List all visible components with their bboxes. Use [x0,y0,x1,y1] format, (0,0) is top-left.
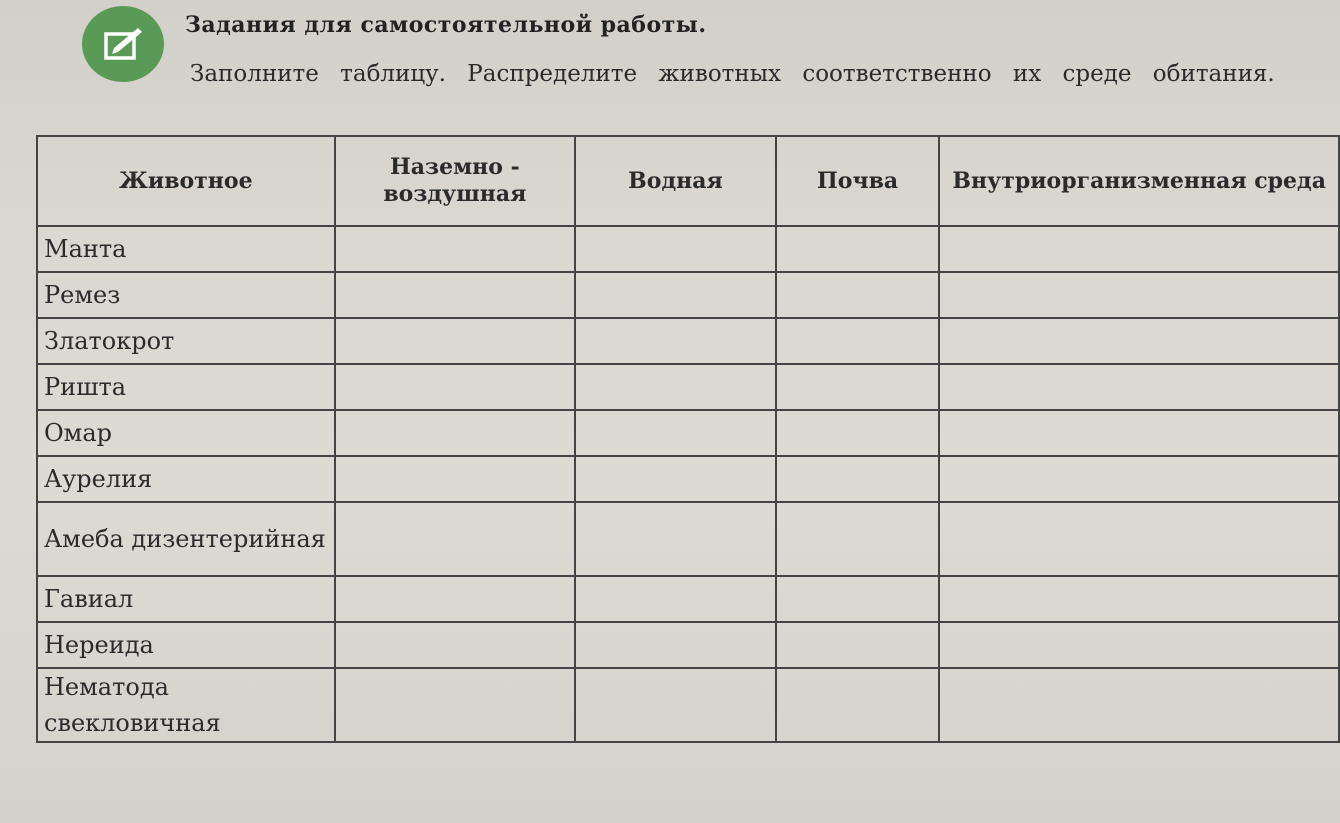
answer-cell[interactable] [939,272,1339,318]
table-row [37,576,1339,622]
table-row [37,668,1339,742]
table-row [37,456,1339,502]
animal-name: Ришта [37,364,335,410]
table-row [37,410,1339,456]
answer-cell[interactable] [776,502,940,576]
table-row [37,272,1339,318]
answer-cell[interactable] [575,456,776,502]
answer-cell[interactable] [939,410,1339,456]
answer-cell[interactable] [776,226,940,272]
answer-cell[interactable] [776,318,940,364]
answer-cell[interactable] [939,502,1339,576]
answer-cell[interactable] [335,410,576,456]
animal-name: Гавиал [37,576,335,622]
answer-cell[interactable] [776,272,940,318]
answer-cell[interactable] [939,364,1339,410]
answer-cell[interactable] [776,576,940,622]
answer-cell[interactable] [575,502,776,576]
answer-cell[interactable] [335,226,576,272]
table-row [37,502,1339,576]
column-header-animal: Животное [37,136,335,226]
answer-cell[interactable] [575,668,776,742]
answer-cell[interactable] [335,502,576,576]
answer-cell[interactable] [776,668,940,742]
column-header-soil: Почва [776,136,940,226]
notebook-pencil-icon [100,24,146,64]
animal-name: Амеба дизентерийная [37,502,335,576]
table-row [37,364,1339,410]
animal-name: Манта [37,226,335,272]
animal-name: Омар [37,410,335,456]
answer-cell[interactable] [575,576,776,622]
animal-name: Нереида [37,622,335,668]
answer-cell[interactable] [575,226,776,272]
answer-cell[interactable] [939,668,1339,742]
animal-name: Ремез [37,272,335,318]
section-title: Задания для самостоятельной работы. [185,12,707,38]
answer-cell[interactable] [575,622,776,668]
task-badge [82,6,164,82]
column-header-water: Водная [575,136,776,226]
answer-cell[interactable] [335,318,576,364]
answer-cell[interactable] [776,364,940,410]
answer-cell[interactable] [776,410,940,456]
answer-cell[interactable] [575,364,776,410]
answer-cell[interactable] [939,456,1339,502]
answer-cell[interactable] [939,622,1339,668]
answer-cell[interactable] [939,226,1339,272]
answer-cell[interactable] [939,576,1339,622]
column-header-ground-air: Наземно - воздушная [335,136,576,226]
answer-cell[interactable] [335,456,576,502]
answer-cell[interactable] [939,318,1339,364]
answer-cell[interactable] [575,410,776,456]
answer-cell[interactable] [776,456,940,502]
table-row [37,318,1339,364]
task-instruction: Заполните таблицу. Распределите животных соответственно их среде обитания. [190,61,1275,87]
animal-name: Златокрот [37,318,335,364]
table-row [37,226,1339,272]
answer-cell[interactable] [776,622,940,668]
answer-cell[interactable] [335,668,576,742]
column-header-organism: Внутриорганизменная среда [939,136,1339,226]
animal-name: Аурелия [37,456,335,502]
answer-cell[interactable] [575,318,776,364]
header-row [37,136,1339,226]
answer-cell[interactable] [575,272,776,318]
answer-cell[interactable] [335,576,576,622]
table-row [37,622,1339,668]
habitat-table [36,135,1340,743]
answer-cell[interactable] [335,622,576,668]
answer-cell[interactable] [335,364,576,410]
animal-name: Нематода свекловичная [37,668,335,742]
answer-cell[interactable] [335,272,576,318]
